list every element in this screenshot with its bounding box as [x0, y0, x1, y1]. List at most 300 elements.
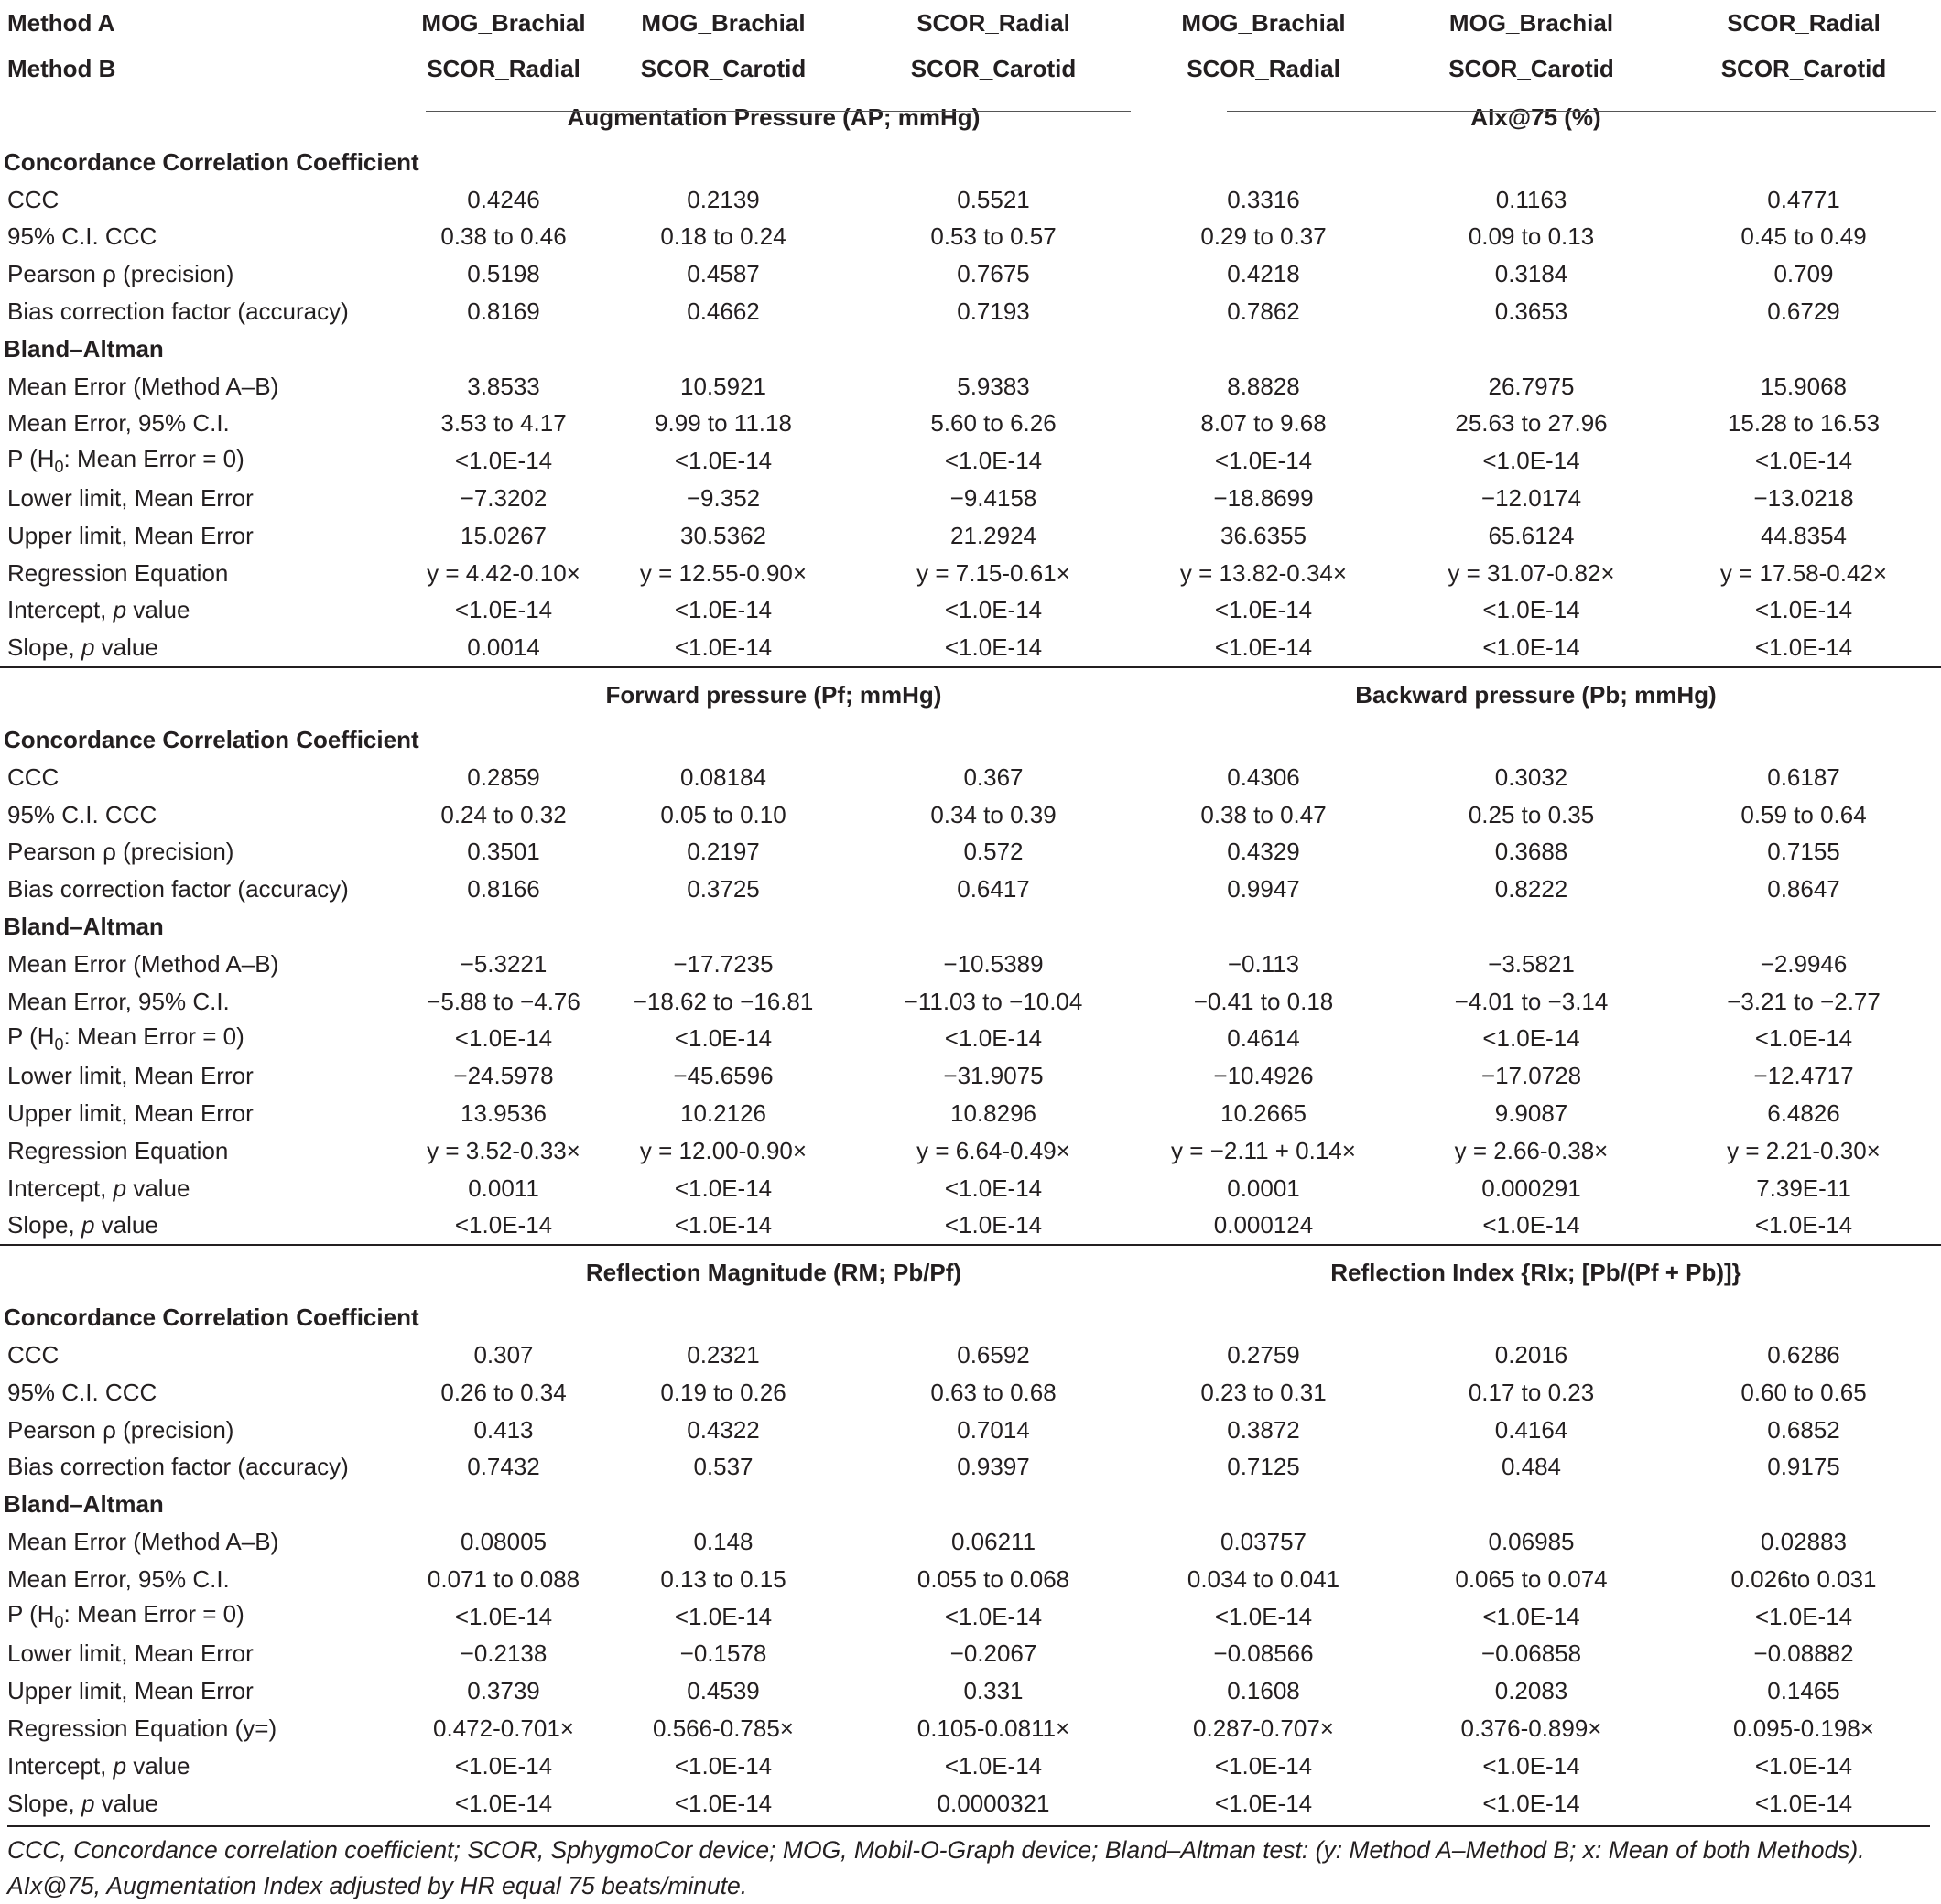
value-cell: <1.0E-14	[1214, 447, 1313, 475]
value-cell: 0.1465	[1767, 1677, 1840, 1705]
value-cell: 0.8647	[1767, 875, 1840, 903]
value-cell: 10.2665	[1220, 1099, 1307, 1128]
bland-altman-heading	[0, 330, 1941, 368]
value-cell: y = 31.07-0.82×	[1448, 558, 1615, 587]
value-cell: <1.0E-14	[1754, 447, 1853, 475]
value-cell: 0.287-0.707×	[1193, 1714, 1334, 1742]
value-cell: 0.3501	[467, 838, 540, 866]
row-label: Lower limit, Mean Error	[7, 1062, 254, 1090]
value-cell: −18.62 to −16.81	[633, 987, 814, 1015]
value-cell: 0.0000321	[937, 1789, 1050, 1817]
left-group-title: Reflection Magnitude (RM; Pb/Pf)	[417, 1245, 1131, 1299]
value-cell: <1.0E-14	[944, 1602, 1043, 1630]
value-cell: 7.39E-11	[1756, 1174, 1851, 1202]
value-cell: −11.03 to −10.04	[904, 987, 1083, 1015]
row-label: Regression Equation	[7, 1136, 229, 1164]
value-cell: 0.065 to 0.074	[1455, 1564, 1608, 1593]
mean-error-ci-row	[0, 406, 1941, 443]
pearson-row	[0, 255, 1941, 293]
method-b-cell: SCOR_Carotid	[1448, 54, 1614, 82]
value-cell: <1.0E-14	[1482, 633, 1580, 662]
value-cell: −45.6596	[673, 1062, 774, 1090]
bland-altman-heading: Bland–Altman	[4, 1490, 164, 1519]
value-cell: <1.0E-14	[454, 1602, 553, 1630]
value-cell: <1.0E-14	[454, 1024, 553, 1053]
value-cell: 0.4614	[1227, 1024, 1300, 1053]
value-cell: 0.095-0.198×	[1733, 1714, 1874, 1742]
value-cell: 0.3316	[1227, 185, 1300, 213]
value-cell: 44.8354	[1761, 521, 1847, 549]
row-label	[0, 1785, 417, 1823]
value-cell: y = 12.55-0.90×	[639, 558, 808, 587]
row-label: 95% C.I. CCC	[7, 800, 157, 828]
left-group-title: Forward pressure (Pf; mmHg)	[417, 667, 1131, 721]
value-cell: 0.09 to 0.13	[1468, 222, 1595, 251]
p-label-prefix: P (H	[7, 1600, 55, 1628]
pvalue-label-prefix: Slope,	[7, 633, 81, 662]
value-cell: 5.60 to 6.26	[930, 409, 1057, 438]
value-cell: <1.0E-14	[1482, 447, 1580, 475]
row-label: Mean Error (Method A–B)	[7, 1527, 279, 1555]
pvalue-label-italic: p	[113, 1174, 127, 1202]
value-cell: y = 7.15-0.61×	[916, 558, 1070, 587]
value-cell: <1.0E-14	[944, 1024, 1043, 1053]
value-cell: 0.484	[1501, 1453, 1562, 1481]
value-cell: −4.01 to −3.14	[1454, 987, 1609, 1015]
method-b-label: Method B	[7, 54, 116, 82]
method-a-cell: SCOR_Radial	[1727, 9, 1881, 37]
value-cell: −0.08882	[1753, 1639, 1854, 1668]
row-label: 95% C.I. CCC	[7, 1378, 157, 1406]
value-cell: 0.59 to 0.64	[1740, 800, 1867, 828]
value-cell: 10.5921	[680, 372, 766, 400]
row-label	[0, 629, 417, 667]
ccc-section-heading	[0, 1299, 1941, 1336]
value-cell: <1.0E-14	[1754, 633, 1853, 662]
value-cell: −0.1578	[679, 1639, 767, 1668]
value-cell: 8.07 to 9.68	[1200, 409, 1327, 438]
method-a-label: Method A	[7, 9, 115, 37]
p-h0-row	[0, 442, 1941, 480]
row-label: CCC	[7, 185, 60, 213]
pvalue-label-prefix: Intercept,	[7, 596, 114, 624]
lower-limit-row	[0, 1635, 1941, 1672]
value-cell: 0.0011	[468, 1174, 539, 1202]
value-cell: 0.3653	[1494, 298, 1568, 326]
ccc-section-heading: Concordance Correlation Coefficient	[4, 726, 419, 754]
value-cell: y = 3.52-0.33×	[427, 1136, 580, 1164]
value-cell: 0.45 to 0.49	[1740, 222, 1867, 251]
value-cell: 0.2859	[467, 763, 540, 791]
value-cell: 0.4164	[1494, 1415, 1568, 1444]
value-cell: 0.4587	[687, 260, 760, 288]
mean-error-row	[0, 1523, 1941, 1561]
row-label: Pearson ρ (precision)	[7, 1415, 234, 1444]
value-cell: −0.113	[1227, 949, 1300, 978]
row-label: Regression Equation (y=)	[7, 1714, 277, 1742]
value-cell: <1.0E-14	[1482, 1024, 1580, 1053]
row-label	[0, 592, 417, 630]
value-cell: 0.7014	[957, 1415, 1030, 1444]
slope-p-row	[0, 1785, 1941, 1823]
value-cell: 0.3032	[1494, 763, 1568, 791]
value-cell: 8.8828	[1227, 372, 1300, 400]
method-b-cell: SCOR_Carotid	[1720, 54, 1887, 82]
pvalue-label-italic: p	[81, 633, 95, 662]
value-cell: 0.0001	[1227, 1174, 1300, 1202]
bland-altman-heading: Bland–Altman	[4, 913, 164, 941]
value-cell: 0.9397	[957, 1453, 1030, 1481]
value-cell: <1.0E-14	[1754, 1024, 1853, 1053]
method-b-cell: SCOR_Radial	[427, 54, 580, 82]
value-cell: 0.3872	[1227, 1415, 1300, 1444]
row-label	[0, 1598, 417, 1636]
ccc-section-heading	[0, 144, 1941, 181]
row-label: Mean Error, 95% C.I.	[7, 987, 230, 1015]
value-cell: 0.6592	[957, 1341, 1030, 1368]
value-cell: 0.376-0.899×	[1460, 1714, 1602, 1742]
value-cell: <1.0E-14	[1214, 596, 1313, 624]
ccc-ci-row	[0, 219, 1941, 256]
value-cell: 0.34 to 0.39	[930, 800, 1057, 828]
group-heading-spacer	[0, 667, 417, 721]
intercept-p-row	[0, 1170, 1941, 1207]
p-label-sub: 0	[54, 458, 64, 477]
row-label: Pearson ρ (precision)	[7, 260, 234, 288]
pvalue-label-prefix: Slope,	[7, 1789, 81, 1817]
value-cell: <1.0E-14	[944, 1211, 1043, 1239]
p-label-prefix: P (H	[7, 1022, 55, 1051]
value-cell: <1.0E-14	[674, 1024, 773, 1053]
value-cell: −5.88 to −4.76	[427, 987, 580, 1015]
value-cell: <1.0E-14	[1214, 1602, 1313, 1630]
right-group-title: Reflection Index {RIx; [Pb/(Pf + Pb)]}	[1131, 1245, 1941, 1299]
value-cell: 0.1608	[1227, 1677, 1300, 1705]
value-cell: 0.307	[473, 1341, 534, 1368]
row-label: Mean Error, 95% C.I.	[7, 1564, 230, 1593]
group-heading-row	[0, 91, 1941, 144]
bland-altman-heading	[0, 908, 1941, 946]
upper-limit-row	[0, 1095, 1941, 1132]
row-label: Upper limit, Mean Error	[7, 521, 254, 549]
row-label: Lower limit, Mean Error	[7, 484, 254, 513]
value-cell: 0.3184	[1494, 260, 1568, 288]
row-label: Upper limit, Mean Error	[7, 1677, 254, 1705]
value-cell: 0.19 to 0.26	[660, 1378, 786, 1406]
slope-p-row	[0, 1207, 1941, 1246]
ccc-row	[0, 1336, 1941, 1374]
value-cell: −7.3202	[460, 484, 548, 513]
p-label-sub: 0	[54, 1035, 64, 1055]
value-cell: <1.0E-14	[1214, 1789, 1313, 1817]
value-cell: 0.4662	[687, 298, 760, 326]
bland-altman-heading: Bland–Altman	[4, 334, 164, 362]
pvalue-label-prefix: Slope,	[7, 1211, 81, 1239]
value-cell: 0.566-0.785×	[653, 1714, 794, 1742]
pvalue-label-suffix: value	[94, 1789, 158, 1817]
value-cell: 0.4306	[1227, 763, 1300, 791]
right-group-rule	[1227, 111, 1936, 112]
regression-row	[0, 555, 1941, 592]
table-footnote: CCC, Concordance correlation coefficient; SCOR, SphygmoCor device; MOG, Mobil-O-Graph device; Bland–Altman test: (y: Method A–Method B; x: Mean of both Methods). AIx@75, Augmentation Index adjusted by HR equal 75 beats/minute.	[7, 1825, 1930, 1904]
value-cell: 15.9068	[1761, 372, 1847, 400]
value-cell: y = −2.11 + 0.14×	[1171, 1136, 1356, 1164]
value-cell: 0.572	[963, 838, 1024, 866]
value-cell: y = 13.82-0.34×	[1179, 558, 1348, 587]
value-cell: 0.2083	[1494, 1677, 1568, 1705]
value-cell: 9.99 to 11.18	[655, 409, 792, 438]
value-cell: 0.2016	[1494, 1341, 1568, 1368]
method-a-cell: MOG_Brachial	[421, 9, 586, 37]
ccc-row	[0, 181, 1941, 219]
value-cell: 0.18 to 0.24	[660, 222, 786, 251]
method-a-cell: MOG_Brachial	[1181, 9, 1346, 37]
value-cell: −0.08566	[1213, 1639, 1314, 1668]
method-b-row	[0, 47, 1941, 91]
value-cell: <1.0E-14	[454, 1211, 553, 1239]
value-cell: y = 17.58-0.42×	[1719, 558, 1888, 587]
bias-row	[0, 1449, 1941, 1487]
value-cell: 0.105-0.0811×	[916, 1714, 1070, 1742]
group-heading-row	[0, 667, 1941, 721]
ccc-row	[0, 759, 1941, 796]
value-cell: 26.7975	[1488, 372, 1575, 400]
value-cell: <1.0E-14	[944, 447, 1043, 475]
value-cell: −9.352	[686, 484, 761, 513]
value-cell: −0.2138	[460, 1639, 548, 1668]
mean-error-ci-row	[0, 1561, 1941, 1598]
row-label: CCC	[7, 763, 60, 791]
row-label	[0, 1747, 417, 1785]
regression-row	[0, 1710, 1941, 1747]
value-cell: 0.026to 0.031	[1730, 1564, 1877, 1593]
value-cell: −2.9946	[1760, 949, 1848, 978]
mean-error-row	[0, 368, 1941, 406]
value-cell: 15.28 to 16.53	[1727, 409, 1881, 438]
value-cell: 10.2126	[680, 1099, 766, 1128]
value-cell: 0.2139	[687, 185, 760, 213]
value-cell: <1.0E-14	[674, 633, 773, 662]
value-cell: <1.0E-14	[1214, 633, 1313, 662]
value-cell: −31.9075	[943, 1062, 1044, 1090]
value-cell: −18.8699	[1213, 484, 1314, 513]
value-cell: −12.0174	[1480, 484, 1582, 513]
value-cell: 5.9383	[957, 372, 1030, 400]
method-a-cell: SCOR_Radial	[916, 9, 1070, 37]
value-cell: <1.0E-14	[944, 596, 1043, 624]
value-cell: −10.5389	[943, 949, 1044, 978]
value-cell: −24.5978	[453, 1062, 554, 1090]
value-cell: 0.7155	[1767, 838, 1840, 866]
row-label: Mean Error (Method A–B)	[7, 372, 279, 400]
pvalue-label-italic: p	[113, 596, 127, 624]
ccc-section-heading: Concordance Correlation Coefficient	[4, 1304, 419, 1332]
value-cell: −17.0728	[1480, 1062, 1582, 1090]
value-cell: 0.08005	[461, 1527, 547, 1555]
group-heading-spacer	[0, 91, 417, 144]
lower-limit-row	[0, 480, 1941, 517]
value-cell: 0.9175	[1767, 1453, 1840, 1481]
value-cell: 0.000291	[1481, 1174, 1581, 1202]
regression-row	[0, 1132, 1941, 1170]
pvalue-label-prefix: Intercept,	[7, 1751, 114, 1780]
value-cell: <1.0E-14	[944, 1174, 1043, 1202]
value-cell: 0.02883	[1761, 1527, 1847, 1555]
value-cell: 0.7432	[467, 1453, 540, 1481]
value-cell: 0.03757	[1220, 1527, 1307, 1555]
value-cell: 0.3725	[687, 875, 760, 903]
value-cell: 0.6729	[1767, 298, 1840, 326]
value-cell: y = 6.64-0.49×	[916, 1136, 1070, 1164]
value-cell: 0.23 to 0.31	[1200, 1378, 1327, 1406]
row-label	[0, 1207, 417, 1246]
value-cell: <1.0E-14	[674, 447, 773, 475]
method-b-cell: SCOR_Carotid	[910, 54, 1077, 82]
pvalue-label-italic: p	[81, 1789, 95, 1817]
ccc-section-heading: Concordance Correlation Coefficient	[4, 147, 419, 176]
p-label-sub: 0	[54, 1613, 64, 1632]
p-label-suffix: : Mean Error = 0)	[63, 445, 244, 473]
method-a-cell: MOG_Brachial	[1448, 9, 1614, 37]
method-a-cell: MOG_Brachial	[641, 9, 806, 37]
value-cell: 3.53 to 4.17	[440, 409, 567, 438]
value-cell: −12.4717	[1753, 1062, 1854, 1090]
value-cell: 0.4329	[1227, 838, 1300, 866]
value-cell: 0.29 to 0.37	[1200, 222, 1327, 251]
value-cell: <1.0E-14	[1754, 1602, 1853, 1630]
p-label-suffix: : Mean Error = 0)	[63, 1600, 244, 1628]
value-cell: <1.0E-14	[674, 1211, 773, 1239]
value-cell: 0.06211	[950, 1527, 1036, 1555]
value-cell: 0.2197	[687, 838, 760, 866]
value-cell: <1.0E-14	[1482, 1751, 1580, 1780]
p-h0-row	[0, 1021, 1941, 1058]
value-cell: 0.24 to 0.32	[440, 800, 567, 828]
value-cell: 3.8533	[467, 372, 540, 400]
value-cell: 0.367	[963, 763, 1024, 791]
value-cell: 0.25 to 0.35	[1468, 800, 1595, 828]
value-cell: 0.413	[473, 1415, 534, 1444]
row-label: Mean Error (Method A–B)	[7, 949, 279, 978]
value-cell: <1.0E-14	[1482, 1602, 1580, 1630]
value-cell: <1.0E-14	[454, 596, 553, 624]
value-cell: 0.6852	[1767, 1415, 1840, 1444]
value-cell: <1.0E-14	[944, 633, 1043, 662]
value-cell: <1.0E-14	[674, 596, 773, 624]
value-cell: −17.7235	[673, 949, 774, 978]
value-cell: 0.472-0.701×	[433, 1714, 574, 1742]
value-cell: 0.05 to 0.10	[660, 800, 786, 828]
value-cell: 30.5362	[680, 521, 766, 549]
left-group-rule	[426, 111, 1131, 112]
value-cell: 0.000124	[1213, 1211, 1314, 1239]
mean-error-ci-row	[0, 983, 1941, 1021]
row-label: Upper limit, Mean Error	[7, 1099, 254, 1128]
method-a-row	[0, 0, 1941, 47]
value-cell: 0.331	[963, 1677, 1024, 1705]
value-cell: 0.9947	[1227, 875, 1300, 903]
ccc-ci-row	[0, 1374, 1941, 1412]
method-b-cell: SCOR_Radial	[1187, 54, 1340, 82]
value-cell: 0.7862	[1227, 298, 1300, 326]
ccc-section-heading	[0, 721, 1941, 759]
value-cell: 0.8169	[467, 298, 540, 326]
value-cell: 0.055 to 0.068	[916, 1564, 1070, 1593]
row-label: Bias correction factor (accuracy)	[7, 1453, 349, 1481]
value-cell: 13.9536	[461, 1099, 547, 1128]
value-cell: 65.6124	[1488, 521, 1575, 549]
value-cell: 0.4322	[687, 1415, 760, 1444]
value-cell: 0.8222	[1494, 875, 1568, 903]
value-cell: <1.0E-14	[944, 1751, 1043, 1780]
pearson-row	[0, 834, 1941, 871]
pvalue-label-suffix: value	[94, 1211, 158, 1239]
pearson-row	[0, 1412, 1941, 1449]
value-cell: −3.21 to −2.77	[1727, 987, 1881, 1015]
value-cell: −9.4158	[949, 484, 1037, 513]
value-cell: <1.0E-14	[1482, 596, 1580, 624]
value-cell: 0.0014	[467, 633, 540, 662]
row-label: Bias correction factor (accuracy)	[7, 875, 349, 903]
value-cell: 15.0267	[461, 521, 547, 549]
value-cell: <1.0E-14	[454, 1751, 553, 1780]
method-b-cell: SCOR_Carotid	[640, 54, 807, 82]
p-h0-row	[0, 1598, 1941, 1636]
p-label-prefix: P (H	[7, 445, 55, 473]
value-cell: <1.0E-14	[1482, 1789, 1580, 1817]
value-cell: <1.0E-14	[674, 1789, 773, 1817]
value-cell: 0.6187	[1767, 763, 1840, 791]
value-cell: 0.13 to 0.15	[660, 1564, 786, 1593]
value-cell: <1.0E-14	[1214, 1751, 1313, 1780]
value-cell: <1.0E-14	[674, 1174, 773, 1202]
row-label: Lower limit, Mean Error	[7, 1639, 254, 1668]
value-cell: y = 12.00-0.90×	[639, 1136, 808, 1164]
value-cell: 9.9087	[1494, 1099, 1568, 1128]
left-group-title: Augmentation Pressure (AP; mmHg)	[567, 103, 981, 131]
group-heading-row	[0, 1245, 1941, 1299]
value-cell: 0.26 to 0.34	[440, 1378, 567, 1406]
value-cell: 6.4826	[1767, 1099, 1840, 1128]
row-label: CCC	[7, 1341, 60, 1368]
value-cell: 10.8296	[950, 1099, 1036, 1128]
intercept-p-row	[0, 592, 1941, 630]
value-cell: 0.08184	[680, 763, 766, 791]
pvalue-label-prefix: Intercept,	[7, 1174, 114, 1202]
value-cell: 0.1163	[1495, 185, 1567, 213]
value-cell: 0.709	[1773, 260, 1834, 288]
bias-row	[0, 293, 1941, 330]
upper-limit-row	[0, 1672, 1941, 1710]
value-cell: −10.4926	[1213, 1062, 1314, 1090]
pvalue-label-suffix: value	[126, 1751, 190, 1780]
value-cell: 0.5521	[957, 185, 1030, 213]
row-label: Regression Equation	[7, 558, 229, 587]
value-cell: −3.5821	[1488, 949, 1575, 978]
value-cell: 0.38 to 0.47	[1200, 800, 1327, 828]
pvalue-label-italic: p	[81, 1211, 95, 1239]
row-label	[0, 442, 417, 480]
value-cell: <1.0E-14	[1754, 1211, 1853, 1239]
p-label-suffix: : Mean Error = 0)	[63, 1022, 244, 1051]
value-cell: 0.4218	[1227, 260, 1300, 288]
value-cell: 0.071 to 0.088	[427, 1564, 580, 1593]
value-cell: 0.5198	[467, 260, 540, 288]
value-cell: 0.60 to 0.65	[1740, 1378, 1867, 1406]
value-cell: 0.7675	[957, 260, 1030, 288]
value-cell: <1.0E-14	[674, 1751, 773, 1780]
value-cell: y = 2.21-0.30×	[1727, 1136, 1881, 1164]
